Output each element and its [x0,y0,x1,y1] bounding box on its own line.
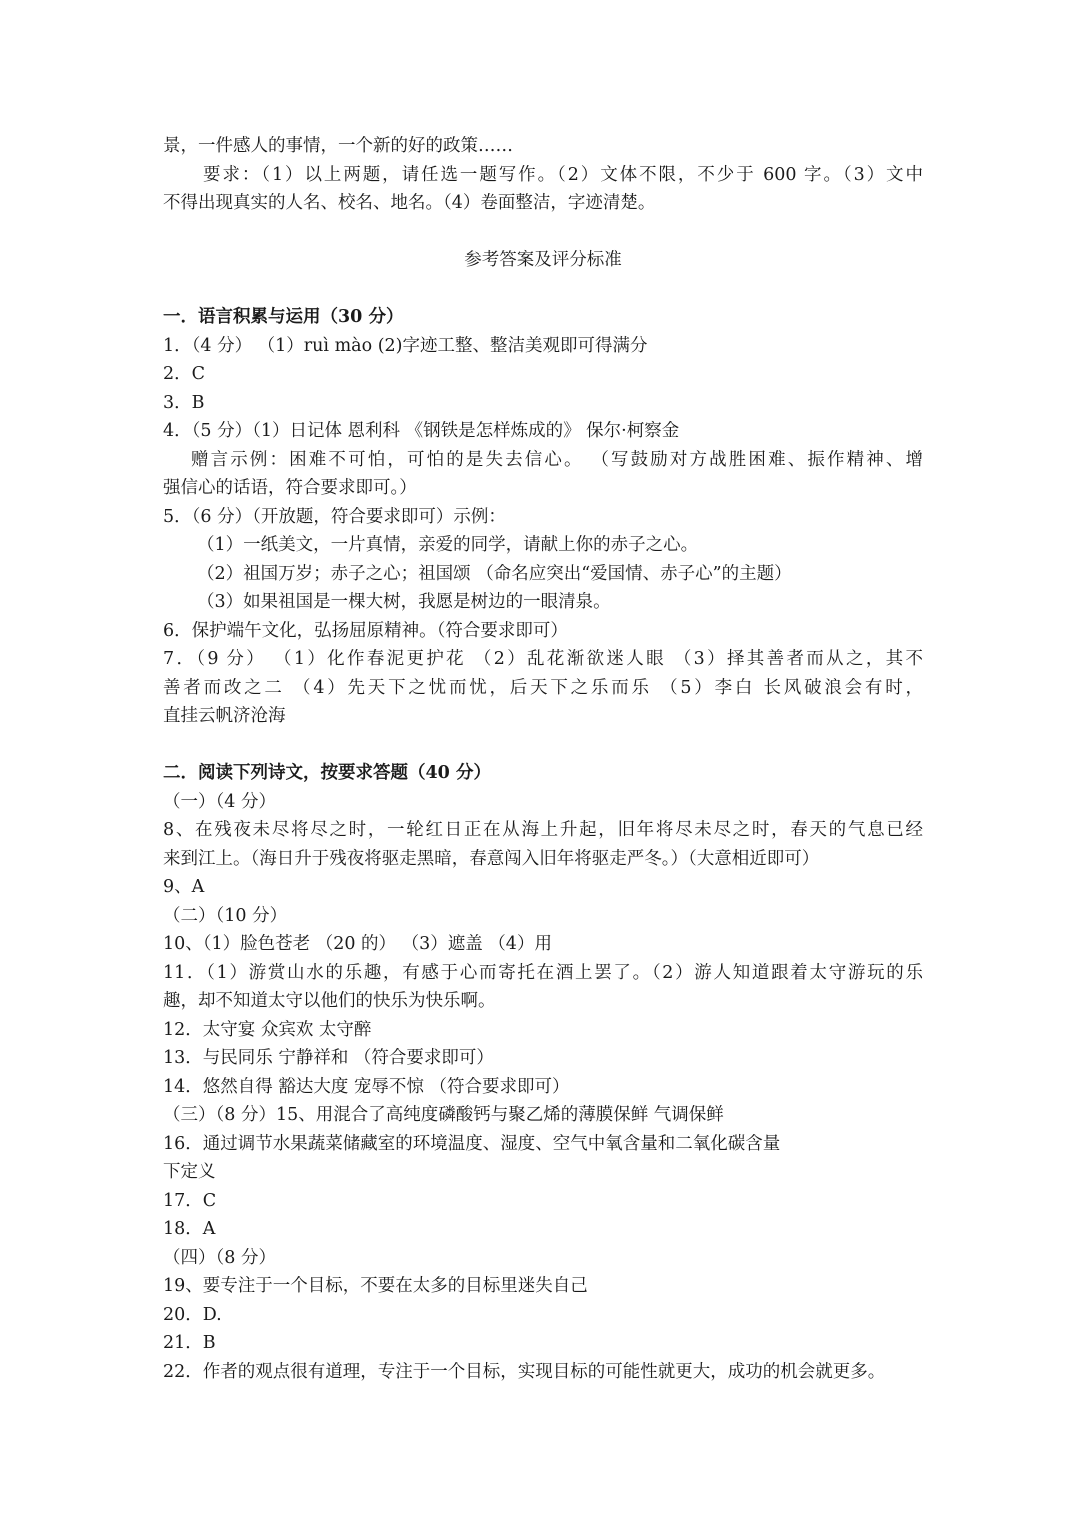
document-title: 参考答案及评分标准 [464,250,622,270]
answer-line: 14．悠然自得 豁达大度 宠辱不惊 （符合要求即可） [163,1076,570,1097]
spacer [163,731,923,760]
answer-line: 10、（1）脸色苍老 （20 的） （3）遮盖 （4）用 [163,934,552,954]
section-heading: 一．语言积累与运用（30 分） [163,307,404,327]
answer-line: 7．（9 分） （1）化作春泥更护花 （2）乱花渐欲迷人眼 （3）择其善者而从之，其不 [163,649,923,669]
intro-line: 景，一件感人的事情，一个新的好的政策…… [163,136,513,156]
answer-line: 8、在残夜未尽将尽之时，一轮红日正在从海上升起，旧年将尽未尽之时，春天的气息已经 [163,820,923,840]
answer-line: （3）如果祖国是一棵大树，我愿是树边的一眼清泉。 [197,592,611,612]
answer-line: （一）（4 分） [163,791,276,812]
answer-line: 5．（6 分）（开放题，符合要求即可）示例： [163,506,506,527]
requirement-line: 要求：（1）以上两题，请任选一题写作。（2）文体不限，不少于 600 字。（3）文中 [203,164,923,185]
answer-line: 趣，却不知道太守以他们的快乐为快乐啊。 [163,991,496,1011]
answer-line: 13．与民同乐 宁静祥和 （符合要求即可） [163,1048,494,1068]
answer-line: 来到江上。（海日升于残夜将驱走黑暗，春意闯入旧年将驱走严冬。）（大意相近即可） [163,848,820,869]
spacer [163,218,923,247]
section-heading: 二．阅读下列诗文，按要求答题（40 分） [163,763,491,783]
answer-line: 20．D. [163,1304,222,1325]
answer-line: 19、要专注于一个目标，不要在太多的目标里迷失自己 [163,1276,588,1296]
answer-line: 4．（5 分）（1）日记体 恩利科 《钢铁是怎样炼成的》 保尔·柯察金 [163,421,680,441]
answer-line: 16．通过调节水果蔬菜储藏室的环境温度、湿度、空气中氧含量和二氧化碳含量 [163,1133,781,1154]
requirement-line: 不得出现真实的人名、校名、地名。（4）卷面整洁，字迹清楚。 [163,193,656,213]
answer-document [163,132,923,1386]
answer-line: 18．A [163,1219,216,1239]
answer-line: （1）一纸美文，一片真情，亲爱的同学，请献上你的赤子之心。 [197,535,699,555]
answer-line: 21．B [163,1333,216,1353]
answer-line: 12．太守宴 众宾欢 太守醉 [163,1019,372,1040]
answer-line: 直挂云帆济沧海 [163,706,286,726]
answer-line: 强信心的话语，符合要求即可。） [163,478,417,498]
answer-line: 11．（1）游赏山水的乐趣，有感于心而寄托在酒上罢了。（2）游人知道跟着太守游玩的乐 [163,962,923,983]
answer-line: 3．B [163,392,205,413]
answer-line: （2）祖国万岁；赤子之心；祖国颂 （命名应突出“爱国情、赤子心”的主题） [197,563,792,584]
answer-line: 下定义 [163,1162,216,1182]
answer-line: 6．保护端午文化，弘扬屈原精神。（符合要求即可） [163,620,568,641]
answer-line: 善者而改之二 （4）先天下之忧而忧，后天下之乐而乐 （5）李白 长风破浪会有时， [163,677,923,698]
answer-line: 赠言示例：困难不可怕，可怕的是失去信心。 （写鼓励对方战胜困难、振作精神、增 [191,449,923,470]
answer-line: 1．（4 分） （1）ruì mào (2)字迹工整、整洁美观即可得满分 [163,335,648,356]
answer-line: （三）（8 分）15、用混合了高纯度磷酸钙与聚乙烯的薄膜保鲜 气调保鲜 [163,1105,724,1125]
spacer [163,275,923,304]
answer-line: 22．作者的观点很有道理，专注于一个目标，实现目标的可能性就更大，成功的机会就更多。 [163,1361,886,1382]
answer-line: 2．C [163,364,206,384]
answer-line: 9、A [163,877,205,897]
answer-line: （二）（10 分） [163,905,288,926]
answer-line: 17．C [163,1190,217,1211]
answer-line: （四）（8 分） [163,1247,276,1268]
